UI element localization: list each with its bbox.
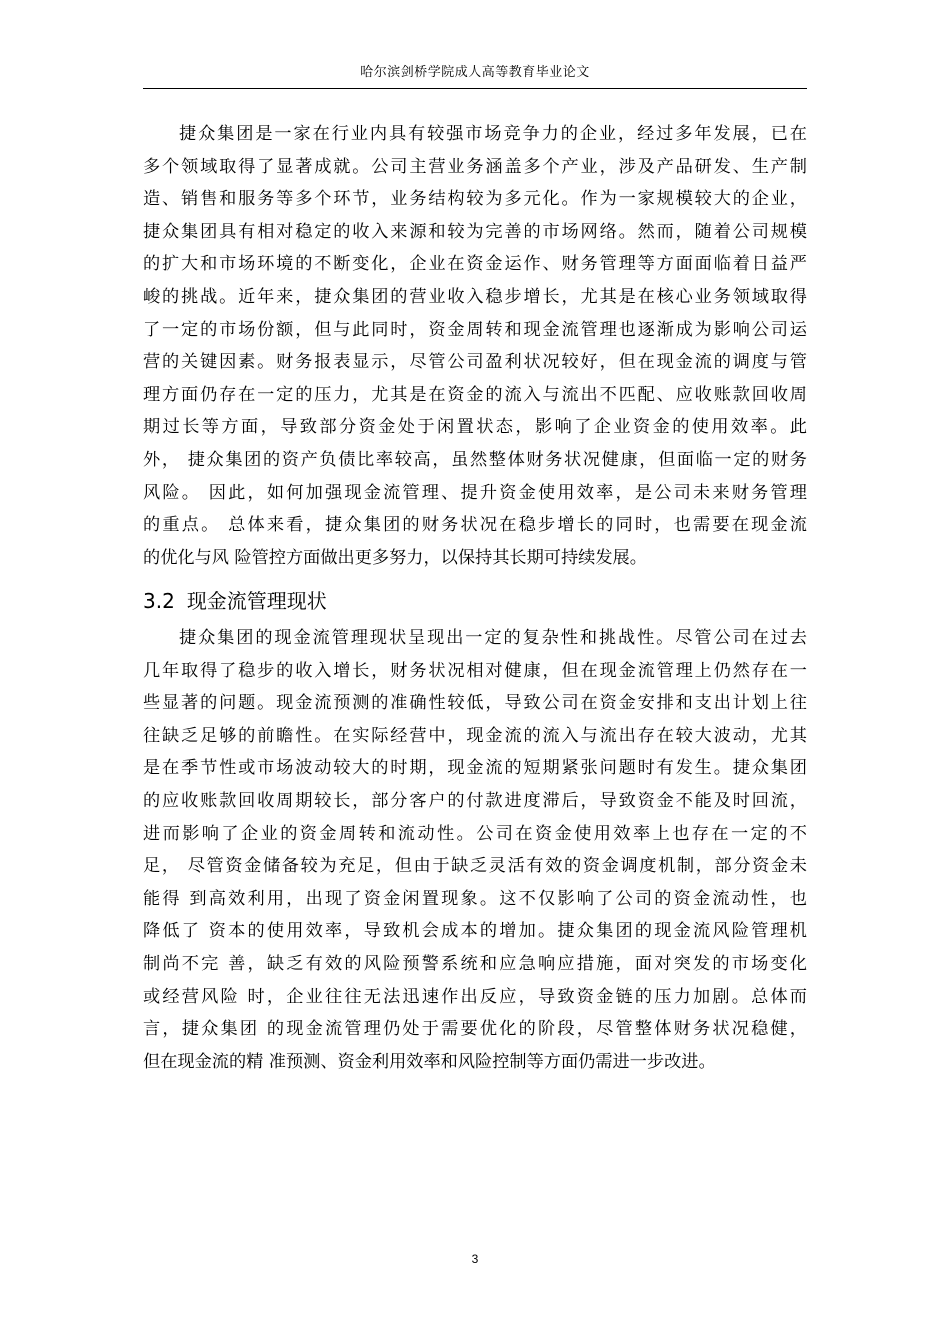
paragraph-line: 往缺乏足够的前瞻性。在实际经营中，现金流的流入与流出存在较大波动，尤其 (143, 725, 807, 746)
paragraph-line: 峻的挑战。近年来，捷众集团的营业收入稳步增长，尤其是在核心业务领域取得 (143, 286, 807, 307)
paragraph-line: 制尚不完 善，缺乏有效的风险预警系统和应急响应措施，面对突发的市场变化 (143, 953, 807, 974)
paragraph-line: 多个领域取得了显著成就。公司主营业务涵盖多个产业，涉及产品研发、生产制 (143, 156, 807, 177)
page-header: 哈尔滨剑桥学院成人高等教育毕业论文 (360, 65, 590, 80)
paragraph-line: 的扩大和市场环境的不断变化，企业在资金运作、财务管理等方面面临着日益严 (143, 254, 807, 275)
paragraph-line: 期过长等方面，导致部分资金处于闲置状态，影响了企业资金的使用效率。此 (143, 417, 807, 438)
paragraph-line: 进而影响了企业的资金周转和流动性。公司在资金使用效率上也存在一定的不 (143, 823, 807, 844)
paragraph-line: 降低了 资本的使用效率，导致机会成本的增加。捷众集团的现金流风险管理机 (143, 921, 807, 942)
paragraph-line: 足， 尽管资金储备较为充足，但由于缺乏灵活有效的资金调度机制，部分资金未 (143, 856, 807, 877)
paragraph-line: 能得 到高效利用，出现了资金闲置现象。这不仅影响了公司的资金流动性，也 (143, 888, 807, 909)
paragraph-line: 营的关键因素。财务报表显示，尽管公司盈利状况较好，但在现金流的调度与管 (143, 352, 807, 373)
paragraph-line: 但在现金流的精 准预测、资金利用效率和风险控制等方面仍需进一步改进。 (143, 1051, 716, 1072)
paragraph-line: 言，捷众集团 的现金流管理仍处于需要优化的阶段，尽管整体财务状况稳健， (143, 1019, 807, 1040)
paragraph-line: 些显著的问题。现金流预测的准确性较低，导致公司在资金安排和支出计划上往 (143, 693, 807, 714)
paragraph-line: 的应收账款回收周期较长，部分客户的付款进度滞后，导致资金不能及时回流， (143, 790, 807, 811)
paragraph-line: 外， 捷众集团的资产负债比率较高，虽然整体财务状况健康，但面临一定的财务 (143, 449, 807, 470)
header-divider (143, 88, 807, 89)
section-heading (143, 586, 327, 616)
paragraph-line: 几年取得了稳步的收入增长，财务状况相对健康，但在现金流管理上仍然存在一 (143, 660, 807, 681)
paragraph-line: 捷众集团是一家在行业内具有较强市场竞争力的企业，经过多年发展，已在 (179, 124, 807, 144)
paragraph-line: 理方面仍存在一定的压力，尤其是在资金的流入与流出不匹配、应收账款回收周 (143, 384, 807, 405)
paragraph-line: 风险。 因此，如何加强现金流管理、提升资金使用效率，是公司未来财务管理 (143, 482, 807, 503)
paragraph-line: 捷众集团的现金流管理现状呈现出一定的复杂性和挑战性。尽管公司在过去 (179, 628, 807, 648)
paragraph-line: 的重点。 总体来看，捷众集团的财务状况在稳步增长的同时，也需要在现金流 (143, 515, 807, 536)
section-title: 现金流管理现状 (186, 589, 327, 613)
paragraph-line: 了一定的市场份额，但与此同时，资金周转和现金流管理也逐渐成为影响公司运 (143, 319, 807, 340)
paragraph-line: 或经营风险 时，企业往往无法迅速作出反应，导致资金链的压力加剧。总体而 (143, 986, 807, 1007)
paragraph-line: 造、销售和服务等多个环节，业务结构较为多元化。作为一家规模较大的企业， (143, 189, 807, 210)
section-number: 3.2 (143, 589, 175, 613)
paragraph-line: 是在季节性或市场波动较大的时期，现金流的短期紧张问题时有发生。捷众集团 (143, 758, 807, 779)
page-number: 3 (471, 1252, 479, 1266)
paragraph-line: 的优化与风 险管控方面做出更多努力，以保持其长期可持续发展。 (143, 547, 647, 568)
paragraph-line: 捷众集团具有相对稳定的收入来源和较为完善的市场网络。然而，随着公司规模 (143, 221, 807, 242)
body-paragraph-company-overview (143, 118, 807, 574)
body-paragraph-cash-flow-status (143, 622, 807, 1078)
